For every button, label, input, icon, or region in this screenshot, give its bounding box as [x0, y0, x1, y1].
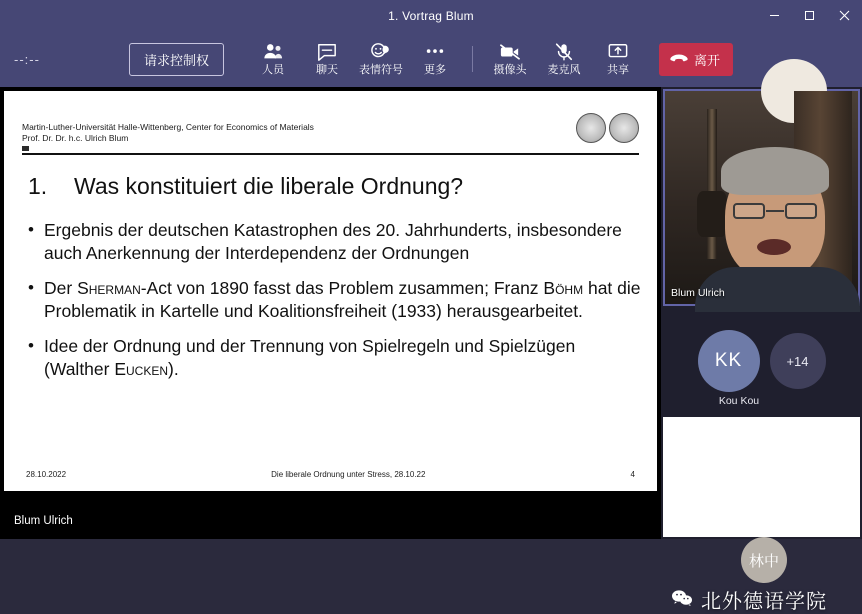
avatar-tile-group [663, 309, 860, 413]
participants-label: 人员 [262, 64, 284, 76]
maximize-button[interactable] [792, 0, 827, 31]
reactions-icon [369, 42, 393, 62]
slide-org-line2: Prof. Dr. Dr. h.c. Ulrich Blum [22, 133, 129, 143]
slide-title-text: Was konstituiert die liberale Ordnung? [74, 173, 464, 199]
slide-bullet: • Idee der Ordnung und der Trennung von Spielregeln und Spielzügen (Walther Eucken). [26, 335, 641, 381]
meeting-timer: --:-- [14, 51, 40, 67]
camera-off-icon [498, 42, 522, 62]
presenter-name: Blum Ulrich [14, 515, 73, 527]
request-control-button[interactable]: 请求控制权 [129, 43, 224, 76]
slide-rule [22, 153, 639, 155]
watermark-text: 北外德语学院 [701, 591, 827, 613]
slide-title [28, 173, 627, 200]
mic-label: 麦克风 [547, 64, 581, 76]
close-button[interactable] [827, 0, 862, 31]
toolbar-center-group [129, 31, 733, 87]
slide-marker [22, 146, 29, 151]
person-mouth [757, 239, 791, 255]
lamp-shade [697, 191, 727, 237]
avatar[interactable]: KK [698, 330, 760, 392]
video-tile-name: Blum Ulrich [671, 287, 725, 299]
slide-footer-title: Die liberale Ordnung unter Stress, 28.10.22 [271, 470, 426, 479]
mic-off-icon [553, 42, 575, 62]
chat-icon [316, 42, 338, 62]
seal-icon-2 [609, 113, 639, 143]
leave-label: 离开 [694, 52, 721, 68]
slide-number: 1. [28, 173, 48, 199]
mic-toggle-button[interactable] [537, 42, 591, 76]
wechat-icon [671, 589, 693, 607]
bottom-tile[interactable] [663, 417, 860, 613]
slide-footer [26, 470, 635, 479]
reactions-button[interactable] [354, 42, 408, 76]
person-hair [721, 147, 829, 195]
chat-label: 聊天 [316, 64, 338, 76]
video-tile-blum-ulrich[interactable] [663, 89, 860, 306]
overflow-participants-badge[interactable]: +14 [770, 333, 826, 389]
participants-button[interactable] [246, 42, 300, 76]
watermark-avatar: 林中 [741, 537, 787, 583]
meeting-stage [0, 87, 862, 613]
slide-org-header [22, 122, 639, 144]
minimize-button[interactable] [757, 0, 792, 31]
hangup-icon [670, 53, 688, 65]
camera-toggle-button[interactable] [483, 42, 537, 76]
slide-footer-date: 28.10.2022 [26, 470, 67, 479]
more-button[interactable] [408, 42, 462, 76]
leave-button[interactable] [659, 43, 733, 76]
participants-rail [661, 87, 862, 613]
more-label: 更多 [424, 64, 446, 76]
glasses-icon [733, 203, 817, 219]
people-icon [262, 42, 284, 62]
presentation-slide [4, 91, 657, 491]
title-bar [0, 0, 862, 31]
slide-bullet: • Ergebnis der deutschen Katastrophen des 20. Jahrhunderts, insbesondere auch Anerkennung der Interdependenz der Ordnungen [26, 219, 641, 265]
shared-content-area[interactable] [0, 87, 661, 539]
meeting-toolbar [0, 31, 862, 87]
reactions-label: 表情符号 [359, 64, 403, 76]
chat-button[interactable] [300, 42, 354, 76]
presenter-name-bar [0, 503, 661, 539]
window-title: 1. Vortrag Blum [388, 8, 474, 23]
share-label: 共享 [607, 64, 629, 76]
university-logos [576, 113, 639, 143]
toolbar-divider [472, 46, 473, 72]
share-icon [607, 42, 629, 62]
camera-label: 摄像头 [493, 64, 527, 76]
share-button[interactable] [591, 42, 645, 76]
seal-icon-1 [576, 113, 606, 143]
window-controls [757, 0, 862, 31]
video-feed [665, 91, 858, 304]
slide-bullet-list [26, 219, 641, 393]
slide-footer-page: 4 [630, 470, 635, 479]
more-icon [424, 42, 446, 62]
slide-org-line1: Martin-Luther-Universität Halle-Wittenberg, Center for Economics of Materials [22, 122, 314, 132]
slide-bullet: • Der Sherman-Act von 1890 fasst das Problem zusammen; Franz Böhm hat die Problematik in Kartelle und Koalitionsfreiheit (1933) herausgearbeitet. [26, 277, 641, 323]
avatar-name-label: Kou Kou [718, 395, 760, 407]
